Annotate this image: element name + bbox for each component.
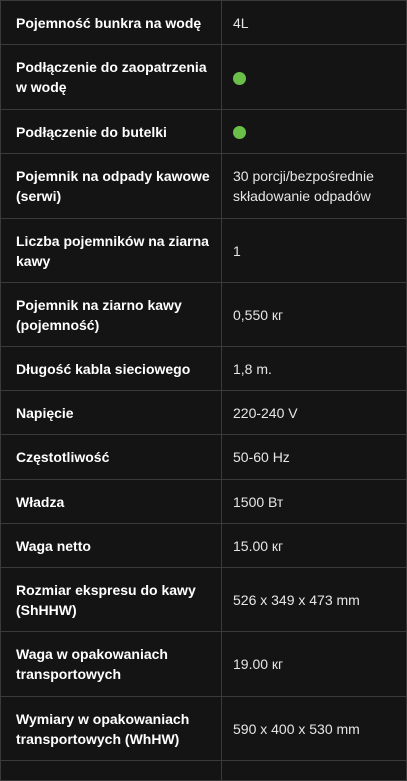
table-row-partial	[1, 761, 407, 781]
spec-value	[222, 45, 407, 110]
spec-label: Podłączenie do zaopatrzenia w wodę	[1, 45, 222, 110]
spec-value: 15.00 кг	[222, 524, 407, 568]
green-dot-icon	[233, 126, 246, 139]
spec-label: Pojemność bunkra na wodę	[1, 1, 222, 45]
spec-value: 19.00 кг	[222, 632, 407, 697]
spec-label: Waga netto	[1, 524, 222, 568]
spec-value: 526 x 349 x 473 mm	[222, 568, 407, 632]
spec-value: 4L	[222, 1, 407, 45]
table-row	[1, 219, 407, 283]
spec-value: 1500 Вт	[222, 480, 407, 524]
spec-value: 590 x 400 x 530 mm	[222, 697, 407, 761]
table-row	[1, 154, 407, 219]
spec-value: 50-60 Hz	[222, 435, 407, 480]
table-row	[1, 524, 407, 568]
spec-label: Długość kabla sieciowego	[1, 347, 222, 391]
table-row	[1, 480, 407, 524]
spec-value: 1	[222, 219, 407, 283]
table-row	[1, 45, 407, 110]
spec-label: Rozmiar ekspresu do kawy (ShHHW)	[1, 568, 222, 632]
table-row	[1, 283, 407, 347]
spec-value: 30 porcji/bezpośrednie składowanie odpadów	[222, 154, 407, 219]
table-row	[1, 110, 407, 154]
table-row	[1, 1, 407, 45]
spec-label: Częstotliwość	[1, 435, 222, 480]
spec-label: Wymiary w opakowaniach transportowych (WhHW)	[1, 697, 222, 761]
spec-value	[222, 110, 407, 154]
spec-label: Waga w opakowaniach transportowych	[1, 632, 222, 697]
table-row	[1, 697, 407, 761]
spec-value	[222, 761, 407, 781]
spec-label: Pojemnik na odpady kawowe (serwi)	[1, 154, 222, 219]
green-dot-icon	[233, 72, 246, 85]
table-row	[1, 391, 407, 435]
table-row	[1, 347, 407, 391]
spec-label: Podłączenie do butelki	[1, 110, 222, 154]
table-row	[1, 568, 407, 632]
spec-label: Napięcie	[1, 391, 222, 435]
spec-label: Liczba pojemników na ziarna kawy	[1, 219, 222, 283]
spec-label: Pojemnik na ziarno kawy (pojemność)	[1, 283, 222, 347]
spec-label: Władza	[1, 480, 222, 524]
table-row	[1, 435, 407, 480]
table-row	[1, 632, 407, 697]
spec-value: 0,550 кг	[222, 283, 407, 347]
spec-value: 1,8 m.	[222, 347, 407, 391]
spec-value: 220-240 V	[222, 391, 407, 435]
spec-label	[1, 761, 222, 781]
